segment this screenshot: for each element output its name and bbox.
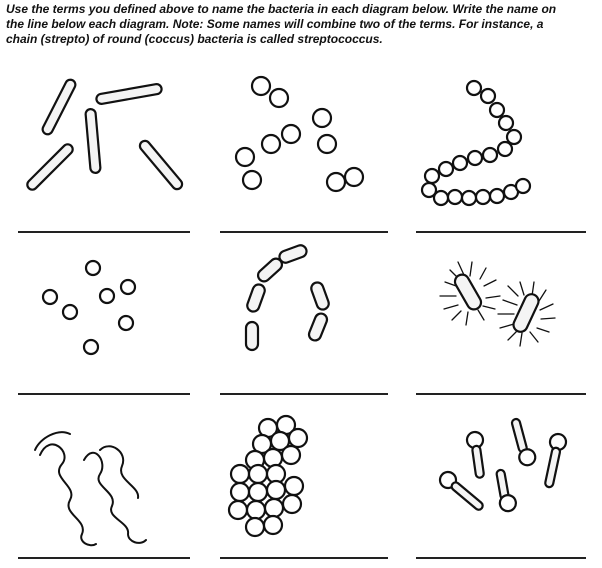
diagram-streptobacilli: [246, 244, 331, 350]
diagram-diplococci: [236, 77, 363, 191]
instructions-line-3: chain (strepto) of round (coccus) bacteria is called streptococcus.: [6, 32, 383, 46]
answer-line-9[interactable]: [416, 557, 586, 559]
answer-line-6[interactable]: [416, 393, 586, 395]
diagram-spirilla: [35, 432, 146, 545]
diagram-club-shaped-bacilli: [437, 417, 568, 515]
answer-line-8[interactable]: [220, 557, 388, 559]
answer-line-5[interactable]: [220, 393, 388, 395]
answer-line-4[interactable]: [18, 393, 190, 395]
instructions-line-1: Use the terms you defined above to name the bacteria in each diagram below. Write the name on: [6, 2, 557, 16]
diagram-streptococci: [422, 81, 530, 205]
diagram-cocci: [43, 261, 135, 354]
diagram-staphylococci: [229, 416, 307, 536]
answer-line-3[interactable]: [416, 231, 586, 233]
answer-line-7[interactable]: [18, 557, 190, 559]
answer-line-2[interactable]: [220, 231, 388, 233]
diagram-rods: [25, 78, 184, 192]
answer-line-1[interactable]: [18, 231, 190, 233]
diagram-flagellated-bacilli: [440, 262, 555, 346]
instructions-line-2: the line below each diagram. Note: Some names will combine two of the terms. For instance, a: [6, 17, 544, 31]
